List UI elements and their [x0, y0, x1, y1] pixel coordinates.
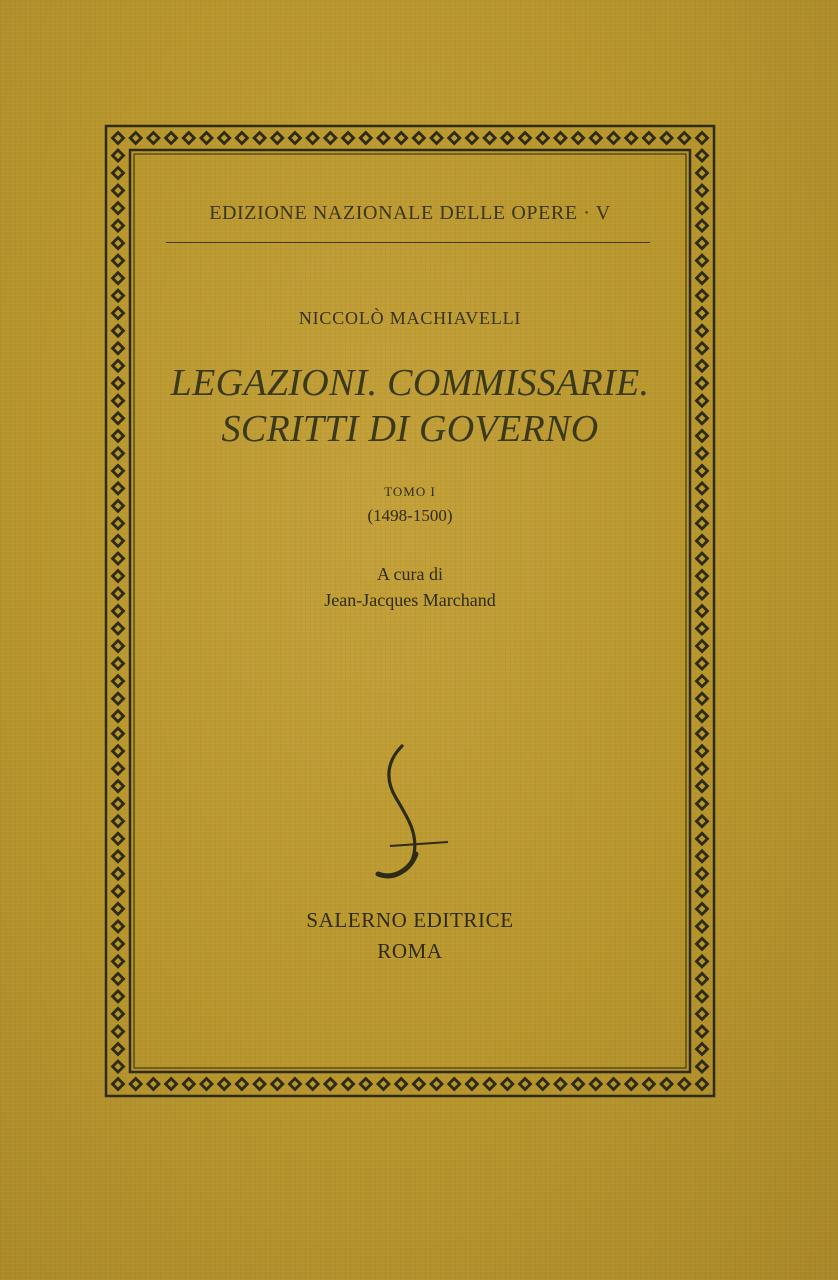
- curator-label: A cura di: [377, 564, 443, 584]
- author-name: NICCOLÒ MACHIAVELLI: [298, 308, 522, 328]
- book-title-line-2: SCRITTI DI GOVERNO: [221, 408, 599, 450]
- book-title-line-1: LEGAZIONI. COMMISSARIE.: [170, 362, 650, 404]
- series-divider: [166, 242, 650, 243]
- volume-label: TOMO I: [384, 484, 436, 499]
- salerno-s-logo-icon: [356, 742, 466, 884]
- series-title: EDIZIONE NAZIONALE DELLE OPERE · V: [209, 202, 611, 224]
- book-title: [104, 360, 716, 452]
- curator-name: Jean-Jacques Marchand: [324, 590, 496, 610]
- publisher-city: ROMA: [377, 939, 443, 963]
- volume-years: (1498-1500): [367, 506, 453, 525]
- cover-text: [104, 124, 716, 1098]
- publisher-name: SALERNO EDITRICE: [306, 908, 514, 932]
